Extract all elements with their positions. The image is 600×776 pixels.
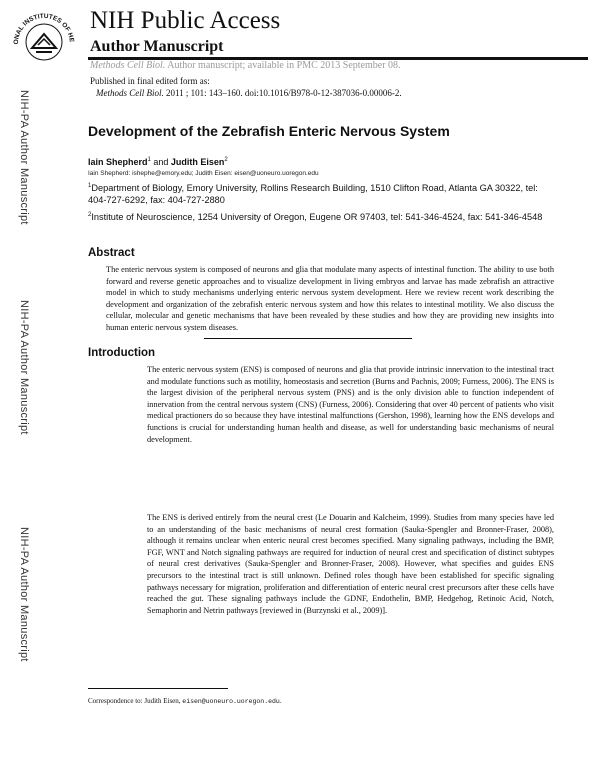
availability-line: [90, 60, 401, 72]
introduction-paragraph-1: The enteric nervous system (ENS) is composed of neurons and glia that provide intrinsic innervation to the intestinal tract and modulate functions such as motility, homeostasis and secretion (Burns and Pachnis, 2009; Furness, 2006). The ENS is the largest division of the peripheral nervous system (PNS) and is the only division able to function independent of innervation from the central nervous system (CNS) (Furness, 2006). Considering that over 40 percent of patients who visit medical practioners do so because they have intestinal malfunctions (Gershon, 1998), learning how the ENS develops and functions is crucial for understanding human health and disease, as well for understanding basic mechanisms of neural development.: [147, 365, 554, 444]
footnote-email[interactable]: eisen@uoneuro.uoregon.edu: [182, 698, 280, 705]
published-in-line: Published in final edited form as:: [90, 76, 210, 86]
nih-public-access-title: NIH Public Access: [90, 7, 281, 34]
svg-text:NATIONAL INSTITUTES OF HEALTH: [8, 6, 75, 45]
footnote-rule: [88, 688, 228, 689]
logo-arc-text: ONAL INSTITUTES OF HE: [12, 12, 75, 45]
author-join: and: [150, 157, 171, 167]
introduction-heading: Introduction: [88, 347, 156, 359]
affiliation-1-text: Department of Biology, Emory University, Rollins Research Building, 1510 Clifton Road, Atlanta GA 30322, tel: 404-727-6292, fax: 404-727-2880: [88, 183, 538, 206]
nih-logo: [8, 6, 80, 68]
abstract-heading: Abstract: [88, 247, 135, 259]
correspondence-footnote: [88, 697, 282, 706]
citation-line: [96, 88, 402, 99]
author-2-name: Judith Eisen: [170, 157, 225, 167]
sidebar-label-3: NIH-PA Author Manuscript: [18, 527, 30, 662]
footnote-label: Correspondence to: Judith Eisen,: [88, 697, 183, 705]
availability-journal: Methods Cell Biol.: [90, 60, 166, 71]
affiliation-2: [88, 209, 558, 223]
sidebar-label-2: NIH-PA Author Manuscript: [18, 300, 30, 435]
author-list: [88, 155, 228, 168]
affiliation-1: [88, 180, 558, 206]
author-2-affiliation-mark: 2: [224, 157, 228, 163]
citation-journal: Methods Cell Biol.: [96, 88, 164, 98]
author-emails: Iain Shepherd: ishephe@emory.edu; Judith Eisen: eisen@uoneuro.uoregon.edu: [88, 170, 319, 177]
paper-title: Development of the Zebrafish Enteric Nervous System: [88, 123, 450, 139]
affiliation-2-text: Institute of Neuroscience, 1254 University of Oregon, Eugene OR 97403, tel: 541-346-4524, fax: 541-346-4548: [91, 212, 543, 223]
citation-details: 2011 ; 101: 143–160. doi:10.1016/B978-0-12-387036-0.00006-2.: [163, 88, 402, 98]
affiliation-2-mark: 2: [88, 212, 92, 218]
author-manuscript-label: Author Manuscript: [90, 38, 224, 55]
sidebar-label-1: NIH-PA Author Manuscript: [18, 90, 30, 225]
footnote-end: .: [279, 697, 282, 705]
abstract-text: The enteric nervous system is composed of neurons and glia that modulate many aspects of intestinal function. The ability to use both forward and reverse genetic approaches and to visualize development in living embryos and larvae has made zebrafish an attractive model in which to study mechanisms underlying enteric nervous system development. Here we review recent work describing the development and organization of the zebrafish enteric nervous system and how this relates to intestinal motility. We also discuss the cellular, molecular and genetic mechanisms that have been revealed by these studies and how they are providing new insights into human enteric nervous system diseases.: [106, 265, 554, 332]
introduction-paragraph-2: The ENS is derived entirely from the neural crest (Le Douarin and Kalcheim, 1999). Studies from many species have led to an understanding of the basic mechanisms of neural crest formation (Sauka-Spengler and Bronner-Fraser, 2008), although it remains unclear when enteric neural crest becomes specified. Many signaling pathways, including the BMP, FGF, WNT and Notch signaling pathways are required for induction of neural crest and specification of distinct subtypes of neural crest derivatives (Sauka-Spengler and Bronner-Fraser, 2008). However, what specifies and guides ENS precursors to the intestinal tract is still unknown. Defined roles though have been established for specific signaling pathways necessary for migration, proliferation and differentiation of enteric neural crest precursors after these cells have reached the gut. These signaling pathways include the GDNF, Endothelin, BMP, Hedgehog, Retinoic Acid, Notch, Semaphorin and Netrin pathways [reviewed in (Burzynski et al., 2009)].: [147, 513, 554, 615]
availability-text: Author manuscript; available in PMC 2013 September 08.: [165, 60, 401, 71]
author-1-affiliation-mark: 1: [147, 157, 151, 163]
abstract-separator: [204, 338, 412, 339]
author-1-name: Iain Shepherd: [88, 157, 148, 167]
affiliation-1-mark: 1: [88, 183, 92, 189]
